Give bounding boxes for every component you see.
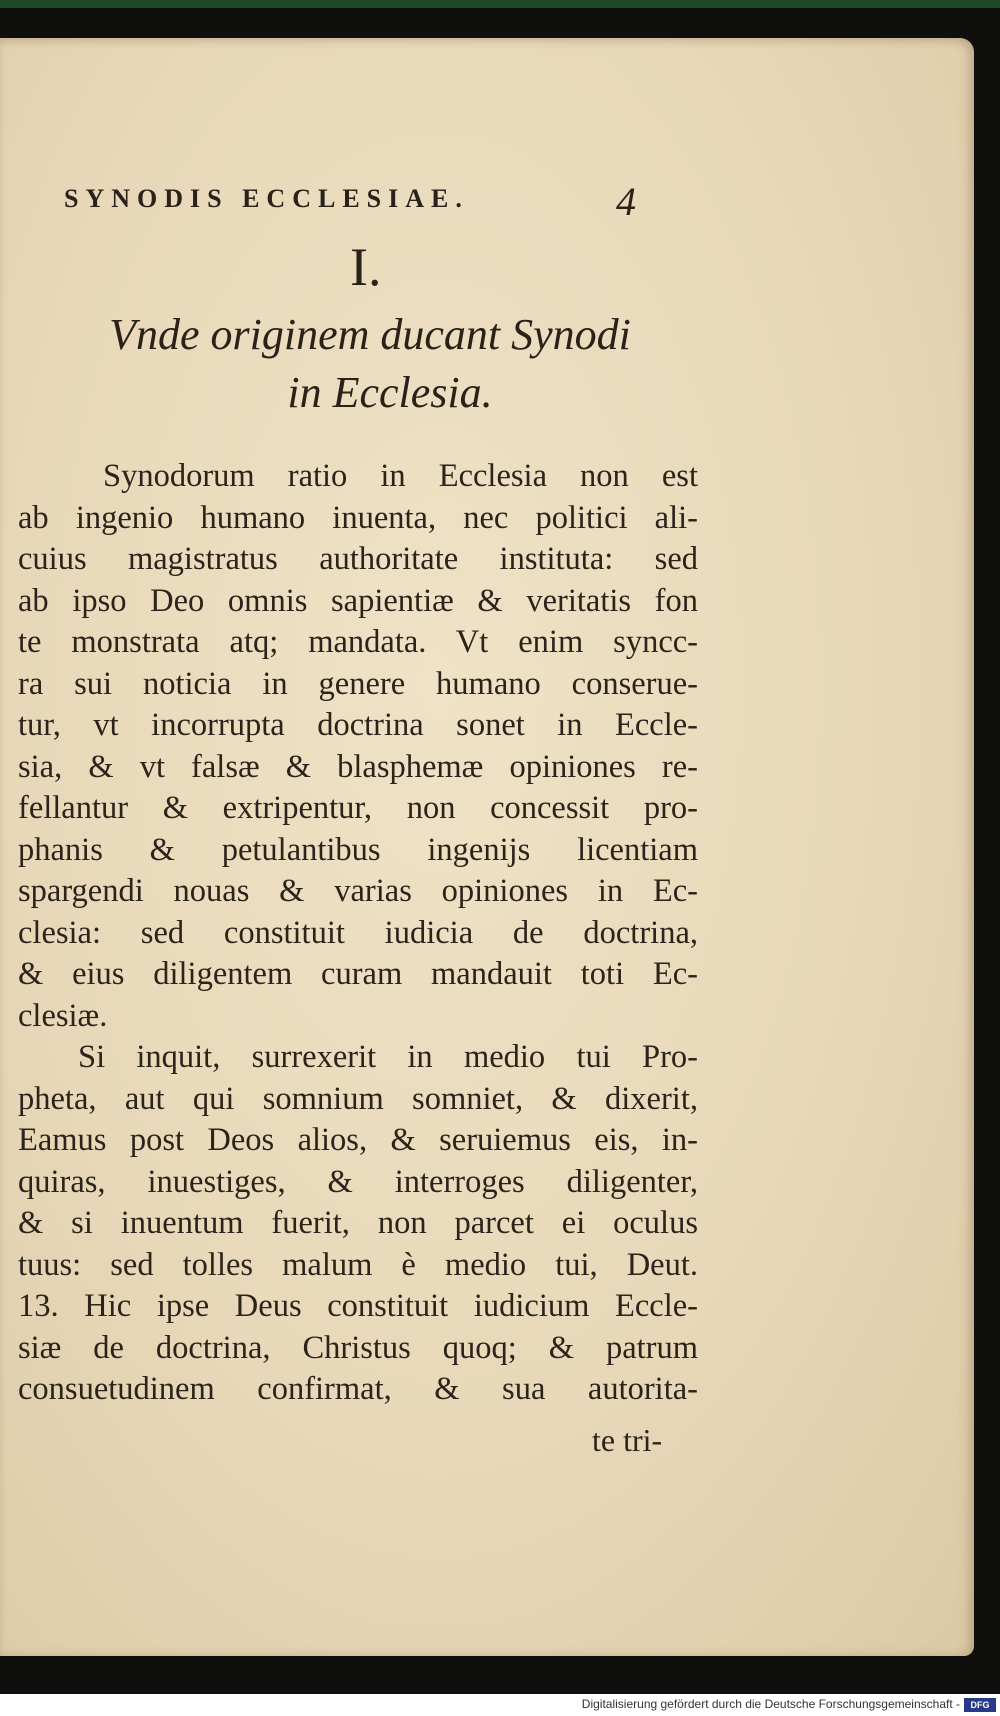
text-line: Si inquit, surrexerit in medio tui Pro- bbox=[78, 1039, 698, 1075]
catchword: te tri- bbox=[592, 1422, 663, 1458]
text-line: 13. Hic ipse Deus constituit iudicium Eccle- bbox=[18, 1288, 698, 1324]
text-line: clesia: sed constituit iudicia de doctrina, bbox=[18, 914, 698, 951]
text-line: ab ipso Deo omnis sapientiæ & veritatis fon bbox=[18, 582, 698, 619]
text-line: & eius diligentem curam mandauit toti Ec- bbox=[18, 956, 698, 992]
chapter-title-line: in Ecclesia. bbox=[287, 368, 493, 417]
text-line: tur, vt incorrupta doctrina sonet in Eccle- bbox=[18, 707, 698, 743]
text-line: & si inuentum fuerit, non parcet ei oculus bbox=[18, 1205, 698, 1241]
text-line: clesiæ. bbox=[18, 997, 108, 1034]
book-page bbox=[0, 38, 974, 1656]
text-line: siæ de doctrina, Christus quoq; & patrum bbox=[18, 1329, 698, 1366]
text-line: te monstrata atq; mandata. Vt enim syncc- bbox=[18, 624, 698, 660]
text-line: ab ingenio humano inuenta, nec politici ali- bbox=[18, 499, 698, 536]
chapter-title bbox=[60, 306, 680, 422]
section-number: I. bbox=[350, 237, 382, 297]
text-line: pheta, aut qui somnium somniet, & dixerit, bbox=[18, 1080, 698, 1117]
text-line: quiras, inuestiges, & interroges diligenter, bbox=[18, 1163, 698, 1200]
text-line: spargendi nouas & varias opiniones in Ec- bbox=[18, 873, 698, 909]
dfg-logo: DFG bbox=[964, 1698, 996, 1712]
text-line: tuus: sed tolles malum è medio tui, Deut. bbox=[18, 1246, 698, 1283]
chapter-title-line: Vnde originem ducant Synodi bbox=[109, 310, 631, 359]
text-line: Eamus post Deos alios, & seruiemus eis, in- bbox=[18, 1122, 698, 1158]
text-line: Synodorum ratio in Ecclesia non est bbox=[103, 458, 698, 494]
body-text bbox=[18, 456, 698, 1411]
text-line: phanis & petulantibus ingenijs licentiam bbox=[18, 831, 698, 868]
funding-notice: Digitalisierung gefördert durch die Deutsche Forschungsgemeinschaft - bbox=[581, 1697, 960, 1711]
page-number: 4 bbox=[616, 179, 636, 224]
running-head: SYNODIS ECCLESIAE. bbox=[64, 184, 469, 213]
text-line: ra sui noticia in genere humano conserue- bbox=[18, 665, 698, 702]
text-line: fellantur & extripentur, non concessit pro- bbox=[18, 790, 698, 826]
text-line: sia, & vt falsæ & blasphemæ opiniones re- bbox=[18, 748, 698, 785]
scan-top-border bbox=[0, 0, 1000, 8]
text-line: cuius magistratus authoritate instituta: sed bbox=[18, 541, 698, 577]
text-line: consuetudinem confirmat, & sua autorita- bbox=[18, 1371, 698, 1407]
